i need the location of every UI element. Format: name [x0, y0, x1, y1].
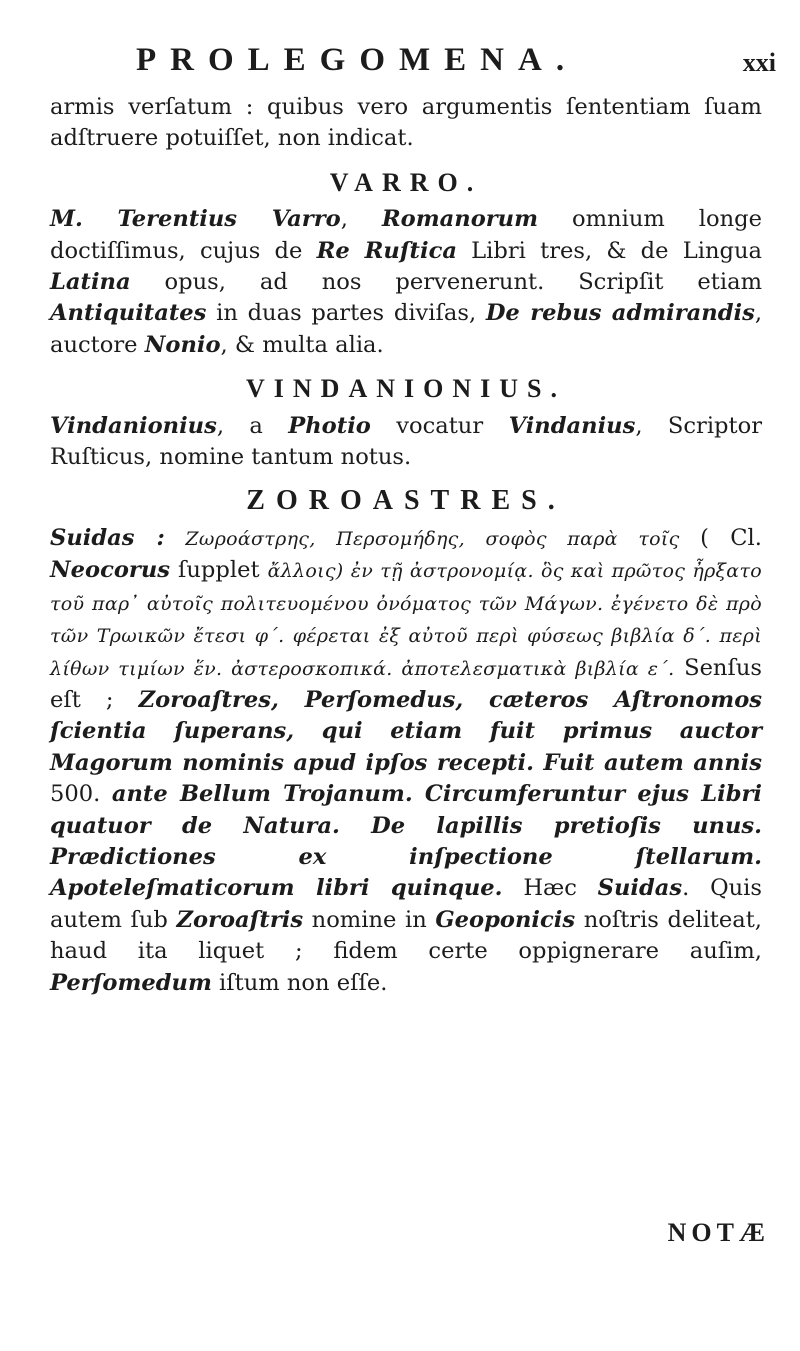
varro-paragraph: M. Terentius Varro, Romanorum omnium longe doctiſſimus, cujus de Re Ruſtica Libri tres, & de Lingua Latina opus, ad nos pervenerunt. Scripſit etiam Antiquitates in duas partes diviſas, De rebus admirandis, auctore Nonio, & multa alia.: [50, 206, 763, 358]
latin-translation-2: ante Bellum Trojanum. Circumferuntur ejus Libri quatuor de Natura. De lapillis pretioſis unus. Prædictiones ex inſpectione ſtellarum. Apoteleſmaticorum libri quinque.: [50, 781, 762, 902]
intro-text: armis verſatum : quibus vero argumentis ſententiam ſuam adſtruere potuiſſet, non indicat.: [50, 94, 762, 152]
catchword: NOTÆ: [667, 1218, 770, 1247]
text-body: [50, 92, 762, 999]
heading-varro: VARRO.: [329, 167, 483, 197]
running-header: [136, 42, 776, 92]
zoroastres-paragraph: Suidas : Ζωροάστρης, Περσομήδης, σοφὸς παρὰ τοῖς ( Cl. Neocorus ſupplet ἄλλοις) ἐν τῇ ἀστρονομίᾳ. ὃς καὶ πρῶτος ἦρξατο τοῦ παρ᾿ αὐτοῖς πολιτευομένου ὀνόματος τῶν Μάγων. ἐγένετο δὲ πρὸ τῶν Τρωικῶν ἔτεσι φ΄. φέρεται ἐξ αὐτοῦ περὶ φύσεως βιβλία δ΄. περὶ λίθων τιμίων ἕν. ἀστεροσκοπικά. ἀποτελεσματικὰ βιβλία ε΄. Senſus eſt ; Zoroaſtres, Perſomedus, cæteros Aſtronomos ſcientia ſuperans, qui etiam fuit primus auctor Magorum nominis apud ipſos recepti. Fuit autem annis 500. ante Bellum Trojanum. Circumferuntur ejus Libri quatuor de Natura. De lapillis pretioſis unus. Prædictiones ex inſpectione ſtellarum. Apoteleſmaticorum libri quinque. Hæc Suidas. Quis autem ſub Zoroaſtris nomine in Geoponicis noſtris deliteat, haud ita liquet ; fidem certe oppignerare auſim, Perſomedum iſtum non eſſe.: [50, 524, 762, 996]
greek-quotation-2: ἄλλοις) ἐν τῇ ἀστρονομίᾳ. ὃς καὶ πρῶτος ἦρξατο τοῦ παρ᾿ αὐτοῖς πολιτευομένου ὀνόματος τῶν Μάγων. ἐγένετο δὲ πρὸ τῶν Τρωικῶν ἔτεσι φ΄. φέρεται ἐξ αὐτοῦ περὶ φύσεως βιβλία δ΄. περὶ λίθων τιμίων ἕν. ἀστεροσκοπικά. ἀποτελεσματικὰ βιβλία ε΄.: [50, 560, 762, 680]
page-number: xxi: [742, 48, 776, 77]
intro-paragraph: [50, 92, 762, 155]
greek-quotation-1: Ζωροάστρης, Περσομήδης, σοφὸς παρὰ τοῖς: [164, 527, 701, 550]
running-title: PROLEGOMENA.: [136, 42, 579, 78]
vindanionius-paragraph: Vindanionius, a Photio vocatur Vindanius, Scriptor Ruſticus, nomine tantum notus.: [50, 412, 762, 471]
latin-translation-1: Zoroaſtres, Perſomedus, cæteros Aſtronomos ſcientia ſuperans, qui etiam fuit primus auctor Magorum nominis apud ipſos recepti. Fuit autem annis: [50, 686, 762, 776]
heading-vindanionius: VINDANIONIUS.: [246, 374, 566, 404]
heading-zoroastres: ZOROASTRES.: [246, 485, 566, 517]
